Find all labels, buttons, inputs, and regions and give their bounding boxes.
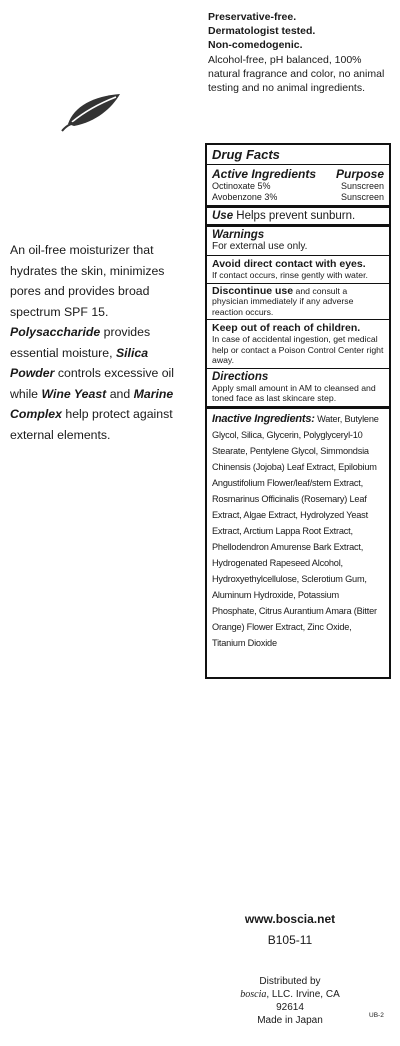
directions-section <box>207 369 389 409</box>
distributor-block <box>230 975 350 1027</box>
claim-preservative-free: Preservative-free. <box>208 11 297 23</box>
active-ingredient-name: Octinoxate 5% <box>212 181 271 191</box>
website-url: www.boscia.net <box>244 912 336 926</box>
discontinue-text: and consult a physician immediately if any adverse reaction occurs. <box>212 285 354 317</box>
discontinue-heading: Discontinue use <box>212 284 294 297</box>
description-text-2: controls excessive oil while <box>10 366 175 401</box>
inactive-ingredients-section <box>207 409 389 653</box>
active-ingredient-purpose: Sunscreen <box>340 192 384 202</box>
active-ingredient-row <box>212 181 384 192</box>
drug-facts-title: Drug Facts <box>212 147 280 162</box>
description-text-1: provides essential moisture, <box>10 325 151 360</box>
use-label: Use <box>212 210 234 222</box>
active-ingredient-row <box>212 192 384 203</box>
directions-text: Apply small amount in AM to cleansed and toned face as last skincare step. <box>212 382 376 403</box>
drug-facts-panel <box>205 143 391 679</box>
description-text-4: help protect against external elements. <box>10 407 173 442</box>
avoid-contact-section <box>207 256 389 284</box>
inactive-ingredients-list: Water, Butylene Glycol, Silica, Glycerin, Polyglyceryl-10 Stearate, Pentylene Glycol, Simmondsia Chinensis (Jojoba) Leaf Extract, Epilobium Angustifolium Flower/leaf/stem Extract, Rosmarinus Officinalis (Rosemary) Leaf Extract, Algae Extract, Hydrolyzed Yeast Extract, Arctium Lappa Root Extract, Phellodendron Amurense Bark Extract, Hydrogenated Rapeseed Alcohol, Hydroxyethylcellulose, Sclerotium Gum, Aluminum Hydroxide, Potassium Phosphate, Citrus Aurantium Amara (Bitter Orange) Flower Extract, Zinc Oxide, Titanium Dioxide <box>212 413 379 648</box>
description-text-3: and <box>106 386 134 401</box>
avoid-contact-heading: Avoid direct contact with eyes. <box>212 258 366 270</box>
use-section <box>207 208 389 227</box>
drug-facts-title-section <box>207 145 389 165</box>
directions-heading: Directions <box>212 370 269 383</box>
brand-name: boscia <box>240 989 267 1000</box>
ingredient-wine-yeast: Wine Yeast <box>41 386 107 401</box>
active-ingredient-purpose: Sunscreen <box>340 181 384 191</box>
ingredient-silica-powder: Silica Powder <box>10 345 149 380</box>
discontinue-section <box>207 284 389 321</box>
inactive-ingredients-heading: Inactive Ingredients: <box>212 412 315 425</box>
use-text: Helps prevent sunburn. <box>233 210 356 222</box>
avoid-contact-text: If contact occurs, rinse gently with water. <box>212 270 368 280</box>
warnings-section <box>207 227 389 256</box>
claims-block <box>208 10 394 95</box>
claim-non-comedogenic: Non-comedogenic. <box>208 39 303 51</box>
distributed-by: Distributed by <box>259 976 321 987</box>
active-ingredients-header: Active Ingredients <box>212 167 317 181</box>
purpose-header: Purpose <box>335 167 384 181</box>
ingredient-marine-complex: Marine Complex <box>10 386 174 421</box>
keep-out-heading: Keep out of reach of children. <box>212 322 361 334</box>
product-description <box>10 240 192 445</box>
claim-details: Alcohol-free, pH balanced, 100% natural fragrance and color, no animal testing and no animal ingredients. <box>208 54 385 94</box>
claim-dermatologist-tested: Dermatologist tested. <box>208 25 316 37</box>
active-ingredients-section <box>207 165 389 208</box>
keep-out-text: In case of accidental ingestion, get medical help or contact a Poison Control Center right away. <box>212 334 384 365</box>
company-address: , LLC. Irvine, CA 92614 <box>266 989 340 1013</box>
keep-out-section <box>207 320 389 369</box>
description-intro: An oil-free moisturizer that hydrates the skin, minimizes pores and provides broad spectrum SPF 15. <box>10 243 165 319</box>
leaf-icon <box>60 92 122 132</box>
print-code: UB-2 <box>369 1012 384 1019</box>
warnings-text: For external use only. <box>212 241 308 252</box>
active-ingredient-name: Avobenzone 3% <box>212 192 278 202</box>
product-code: B105-11 <box>267 933 313 947</box>
ingredient-polysaccharide: Polysaccharide <box>10 325 101 339</box>
made-in: Made in Japan <box>257 1015 323 1026</box>
warnings-heading: Warnings <box>212 229 265 241</box>
